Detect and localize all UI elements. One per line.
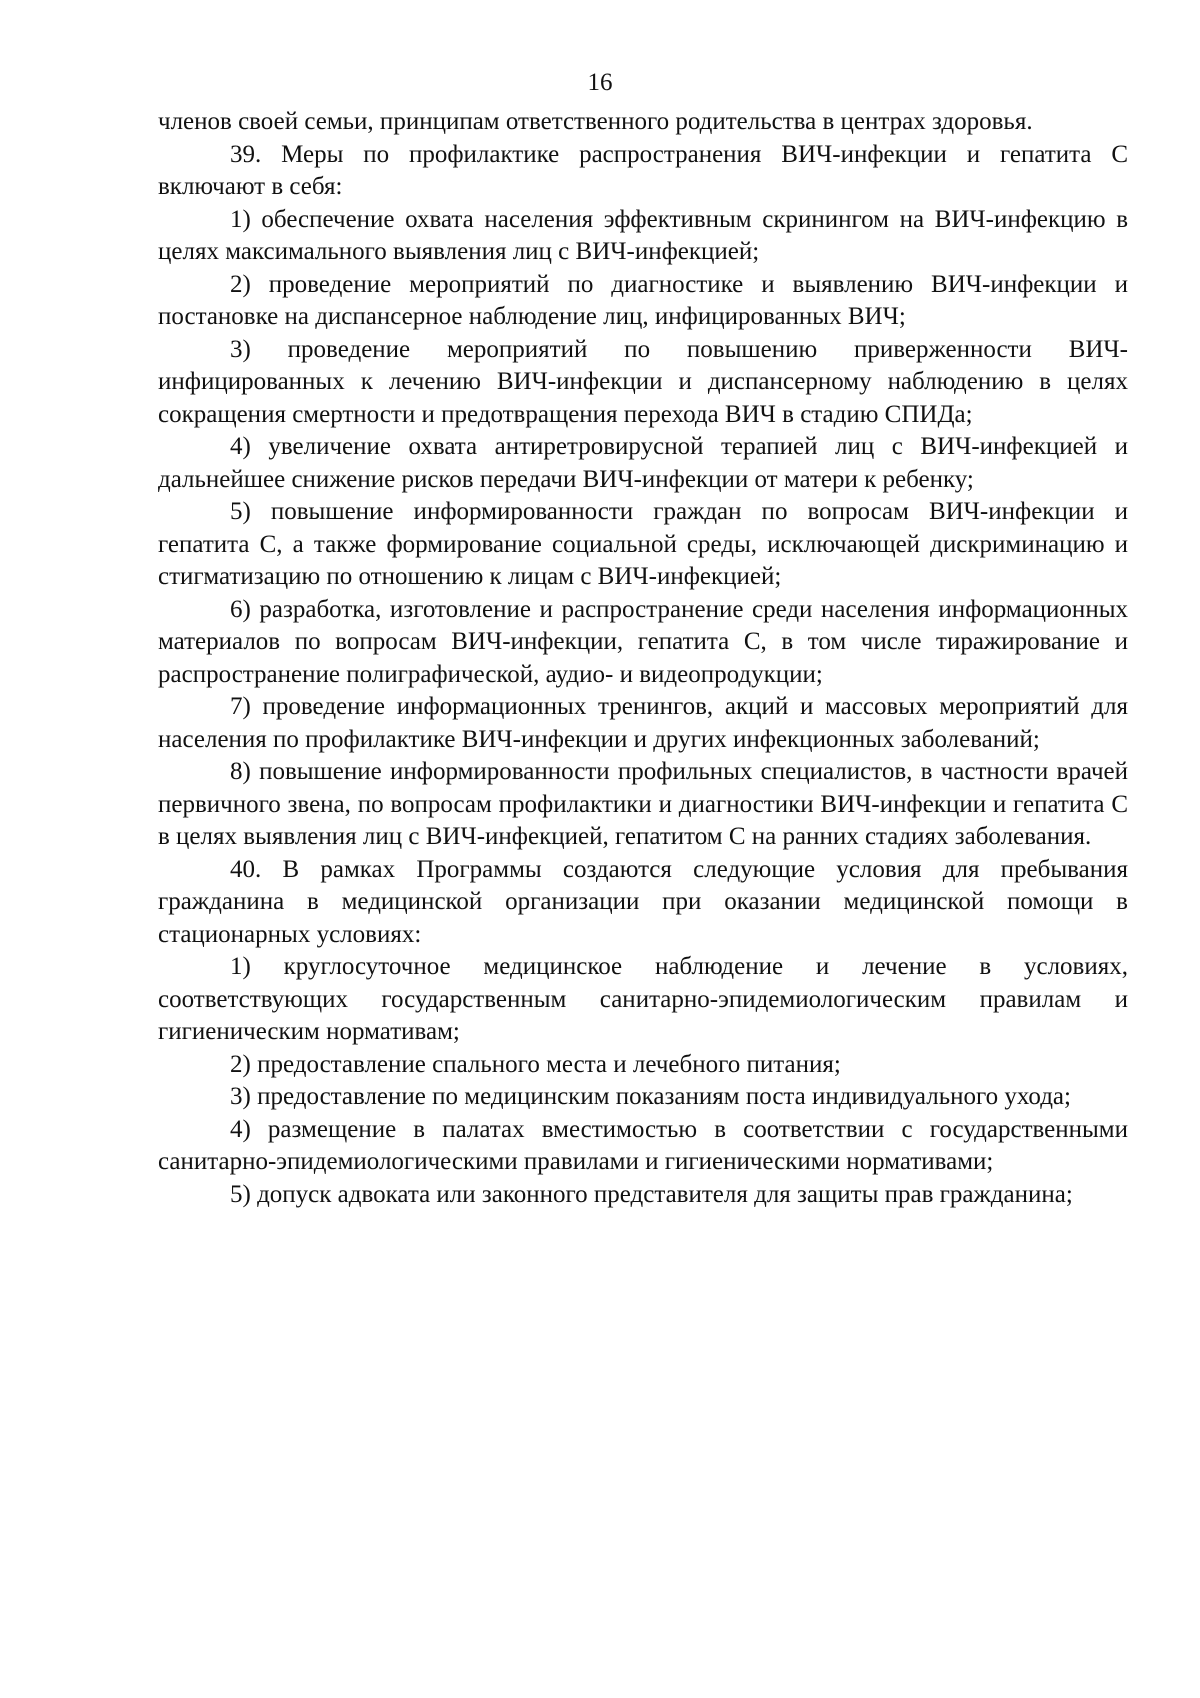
paragraph-39-subitem-5: 5) повышение информированности граждан по вопросам ВИЧ-инфекции и гепатита С, а также формирование социальной среды, исключающей дискриминацию и стигматизацию по отношению к лицам с ВИЧ-инфекцией; — [158, 498, 1128, 590]
document-body — [158, 106, 1128, 1211]
paragraph-40-subitem-5: 5) допуск адвоката или законного представителя для защиты прав гражданина; — [230, 1180, 1073, 1208]
paragraph-39-subitem-3: 3) проведение мероприятий по повышению приверженности ВИЧ-инфицированных к лечению ВИЧ-инфекции и диспансерному наблюдению в целях сокращения смертности и предотвращения перехода ВИЧ в стадию СПИДа; — [158, 335, 1128, 428]
paragraph-40-subitem-3: 3) предоставление по медицинским показаниям поста индивидуального ухода; — [230, 1083, 1071, 1110]
paragraph-39-subitem-6: 6) разработка, изготовление и распространение среди населения информационных материалов по вопросам ВИЧ-инфекции, гепатита С, в том числе тиражирование и распространение полиграфической, аудио- и видеопродукции; — [158, 595, 1128, 688]
paragraph-40-subitem-2: 2) предоставление спального места и лечебного питания; — [230, 1050, 841, 1078]
paragraph-item-40: 40. В рамках Программы создаются следующие условия для пребывания гражданина в медицинской организации при оказании медицинской помощи в стационарных условиях: — [158, 855, 1128, 948]
page-number: 16 — [587, 69, 613, 96]
paragraph-39-subitem-8: 8) повышение информированности профильных специалистов, в частности врачей первичного звена, по вопросам профилактики и диагностики ВИЧ-инфекции и гепатита С в целях выявления лиц с ВИЧ-инфекцией, гепатитом С на ранних стадиях заболевания. — [158, 758, 1128, 850]
paragraph-40-subitem-4: 4) размещение в палатах вместимостью в соответствии с государственными санитарно-эпидемиологическими правилами и гигиеническими нормативами; — [158, 1115, 1128, 1175]
paragraph-continuation: членов своей семьи, принципам ответственного родительства в центрах здоровья. — [158, 108, 1033, 135]
paragraph-39-subitem-1: 1) обеспечение охвата населения эффективным скринингом на ВИЧ-инфекцию в целях максимального выявления лиц с ВИЧ-инфекцией; — [158, 205, 1128, 265]
paragraph-40-subitem-1: 1) круглосуточное медицинское наблюдение и лечение в условиях, соответствующих государственным санитарно-эпидемиологическим правилам и гигиеническим нормативам; — [158, 953, 1128, 1045]
paragraph-39-subitem-2: 2) проведение мероприятий по диагностике и выявлению ВИЧ-инфекции и постановке на диспансерное наблюдение лиц, инфицированных ВИЧ; — [158, 270, 1128, 330]
paragraph-39-subitem-4: 4) увеличение охвата антиретровирусной терапией лиц с ВИЧ-инфекцией и дальнейшее снижение рисков передачи ВИЧ-инфекции от матери к ребенку; — [158, 433, 1128, 493]
paragraph-item-39: 39. Меры по профилактике распространения ВИЧ-инфекции и гепатита С включают в себя: — [158, 140, 1128, 200]
paragraph-39-subitem-7: 7) проведение информационных тренингов, акций и массовых мероприятий для населения по профилактике ВИЧ-инфекции и других инфекционных заболеваний; — [158, 693, 1128, 753]
